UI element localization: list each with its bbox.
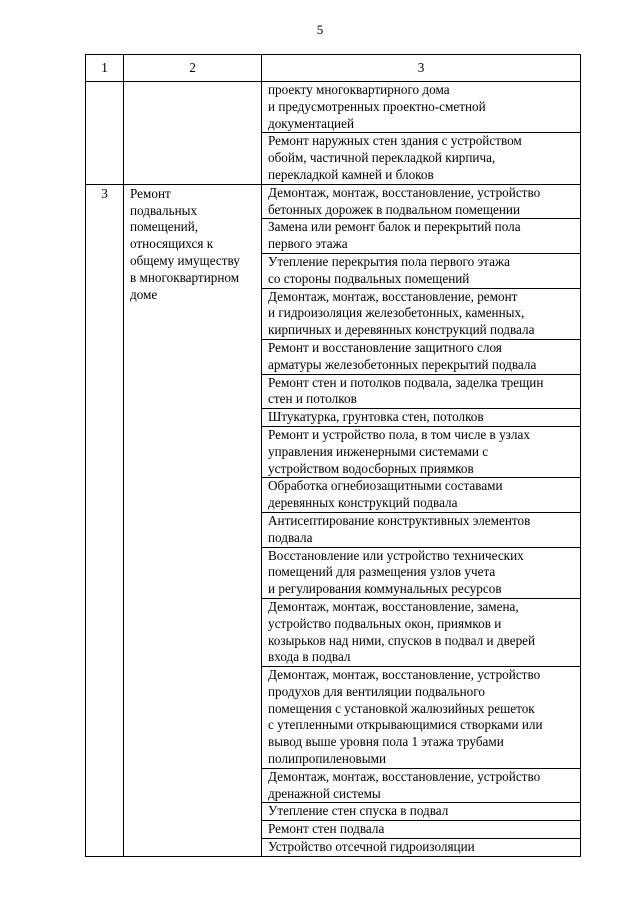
work-item: Ремонт стен и потолков подвала, заделка трещин стен и потолков <box>262 375 580 410</box>
section-row <box>86 184 581 856</box>
works-table <box>85 54 581 857</box>
continuation-row <box>86 82 581 185</box>
page-number: 5 <box>316 22 324 37</box>
work-item: Штукатурка, грунтовка стен, потолков <box>262 409 580 427</box>
continuation-number-cell <box>86 82 124 185</box>
header-col-2: 2 <box>124 55 262 82</box>
work-item: Восстановление или устройство технических помещений для размещения узлов учета и регулирования коммунальных ресурсов <box>262 548 580 599</box>
work-item: Демонтаж, монтаж, восстановление, замена, устройство подвальных окон, приямков и козырьков над ними, спусков в подвал и дверей входа в подвал <box>262 599 580 667</box>
work-item: Ремонт стен подвала <box>262 821 580 839</box>
work-item: Ремонт и восстановление защитного слоя арматуры железобетонных перекрытий подвала <box>262 340 580 375</box>
work-item: Демонтаж, монтаж, восстановление, ремонт и гидроизоляция железобетонных, каменных, кирпичных и деревянных конструкций подвала <box>262 289 580 340</box>
work-item: Антисептирование конструктивных элементов подвала <box>262 513 580 548</box>
work-item: Утепление стен спуска в подвал <box>262 803 580 821</box>
work-item: Демонтаж, монтаж, восстановление, устройство бетонных дорожек в подвальном помещении <box>262 185 580 220</box>
continuation-items-cell <box>262 82 581 185</box>
work-item: Ремонт и устройство пола, в том числе в узлах управления инженерными системами с устройством водосборных приямков <box>262 427 580 478</box>
work-item: Ремонт наружных стен здания с устройством обойм, частичной перекладкой кирпича, перекладкой камней и блоков <box>268 133 522 182</box>
work-item: Демонтаж, монтаж, восстановление, устройство продухов для вентиляции подвального помещения с установкой жалюзийных решеток с утепленными открывающимися створками или вывод выше уровня пола 1 этажа трубами полипропиленовыми <box>262 667 580 769</box>
work-item: проекту многоквартирного дома и предусмотренных проектно-сметной документацией <box>262 82 580 133</box>
work-item: Демонтаж, монтаж, восстановление, устройство дренажной системы <box>262 769 580 804</box>
work-item: Обработка огнебиозащитными составами деревянных конструкций подвала <box>262 478 580 513</box>
table-header-row <box>86 55 581 82</box>
header-col-1: 1 <box>86 55 124 82</box>
work-item: Утепление перекрытия пола первого этажа со стороны подвальных помещений <box>262 254 580 289</box>
header-col-3: 3 <box>262 55 581 82</box>
section-number: 3 <box>86 184 124 856</box>
work-item: Устройство отсечной гидроизоляции <box>268 839 475 855</box>
continuation-name-cell <box>124 82 262 185</box>
section-name: Ремонт подвальных помещений, относящихся к общему имуществу в многоквартирном доме <box>124 184 262 856</box>
section-items-cell <box>262 184 581 856</box>
work-item: Замена или ремонт балок и перекрытий пола первого этажа <box>262 219 580 254</box>
